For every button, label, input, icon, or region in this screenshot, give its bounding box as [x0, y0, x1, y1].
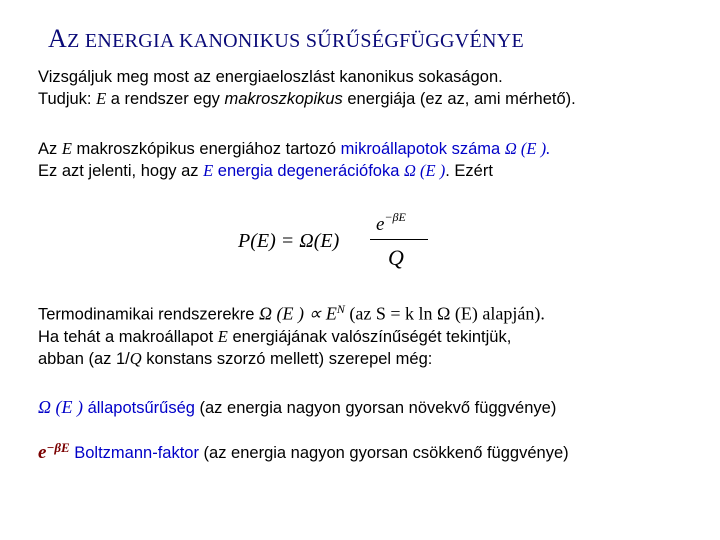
degeneracy-line-1	[38, 138, 550, 160]
text: konstans szorzó mellett) szerepel még:	[141, 349, 433, 368]
text: energiája (ez az, ami mérhető).	[342, 90, 576, 108]
energy-symbol: E	[217, 326, 228, 346]
text: Tudjuk:	[38, 90, 97, 108]
formula-denominator: Q	[388, 245, 404, 270]
formula-numerator	[376, 210, 406, 236]
omega-symbol: Ω (E )	[404, 161, 446, 180]
exp-base: e	[38, 442, 47, 463]
intro-line-1: Vizsgáljuk meg most az energiaeloszlást kanonikus sokaságon.	[38, 68, 503, 86]
title-rest: Z ENERGIA KANONIKUS SŰRŰSÉGFÜGGVÉNYE	[67, 30, 524, 52]
paragraph-intro	[38, 66, 576, 110]
emphasis: makroszkopikus	[224, 90, 343, 108]
numerator-exponent: −βE	[384, 210, 406, 224]
text: energiájának valószínűségét tekintjük,	[227, 327, 512, 346]
boltzmann-factor-item	[38, 440, 569, 464]
highlight-boltzmann: Boltzmann-faktor	[74, 444, 199, 462]
highlight-microstates: mikroállapotok száma	[340, 140, 501, 158]
paragraph-degeneracy	[38, 138, 550, 182]
text: Termodinamikai rendszerekre	[38, 305, 260, 324]
entropy-relation: (az S = k ln Ω (E) alapján).	[344, 303, 545, 324]
partition-symbol: Q	[129, 348, 142, 368]
text: abban (az 1/	[38, 349, 130, 368]
boltzmann-exponential	[38, 442, 70, 463]
intro-line-2	[38, 88, 576, 110]
text: makroszkópikus energiához tartozó	[71, 140, 341, 158]
energy-symbol: E	[61, 139, 72, 158]
title-initial: A	[48, 24, 68, 53]
text: . Ezért	[445, 162, 493, 180]
thermo-line-2	[38, 326, 545, 348]
thermo-line-1	[38, 298, 545, 326]
energy-symbol: E	[203, 161, 214, 180]
text: a rendszer egy	[106, 90, 225, 108]
formula-lhs: P(E) = Ω(E)	[238, 230, 340, 252]
highlight-density-of-states: állapotsűrűség	[87, 399, 195, 417]
text: Az	[38, 140, 62, 158]
omega-symbol: Ω (E )	[38, 397, 83, 417]
omega-symbol: Ω (E ).	[504, 139, 551, 158]
text: (az energia nagyon gyorsan növekvő függvénye)	[194, 399, 557, 417]
exp-exponent: −βE	[46, 440, 70, 455]
probability-formula	[238, 208, 438, 278]
density-of-states-item	[38, 397, 556, 418]
omega-proportional: Ω (E ) ∝ E	[259, 303, 337, 324]
thermo-line-3	[38, 348, 545, 370]
paragraph-thermodynamic	[38, 298, 545, 370]
energy-symbol: E	[96, 89, 107, 108]
text: Ha tehát a makroállapot	[38, 327, 218, 346]
exponent-N: N	[336, 302, 345, 316]
text: (az energia nagyon gyorsan csökkenő függvénye)	[198, 444, 569, 462]
numerator-base: e	[376, 214, 385, 235]
degeneracy-line-2	[38, 160, 550, 182]
page-title	[48, 24, 524, 54]
fraction-bar	[370, 239, 428, 240]
text: Ez azt jelenti, hogy az	[38, 162, 204, 180]
highlight-degeneracy: energia degenerációfoka	[213, 162, 404, 180]
